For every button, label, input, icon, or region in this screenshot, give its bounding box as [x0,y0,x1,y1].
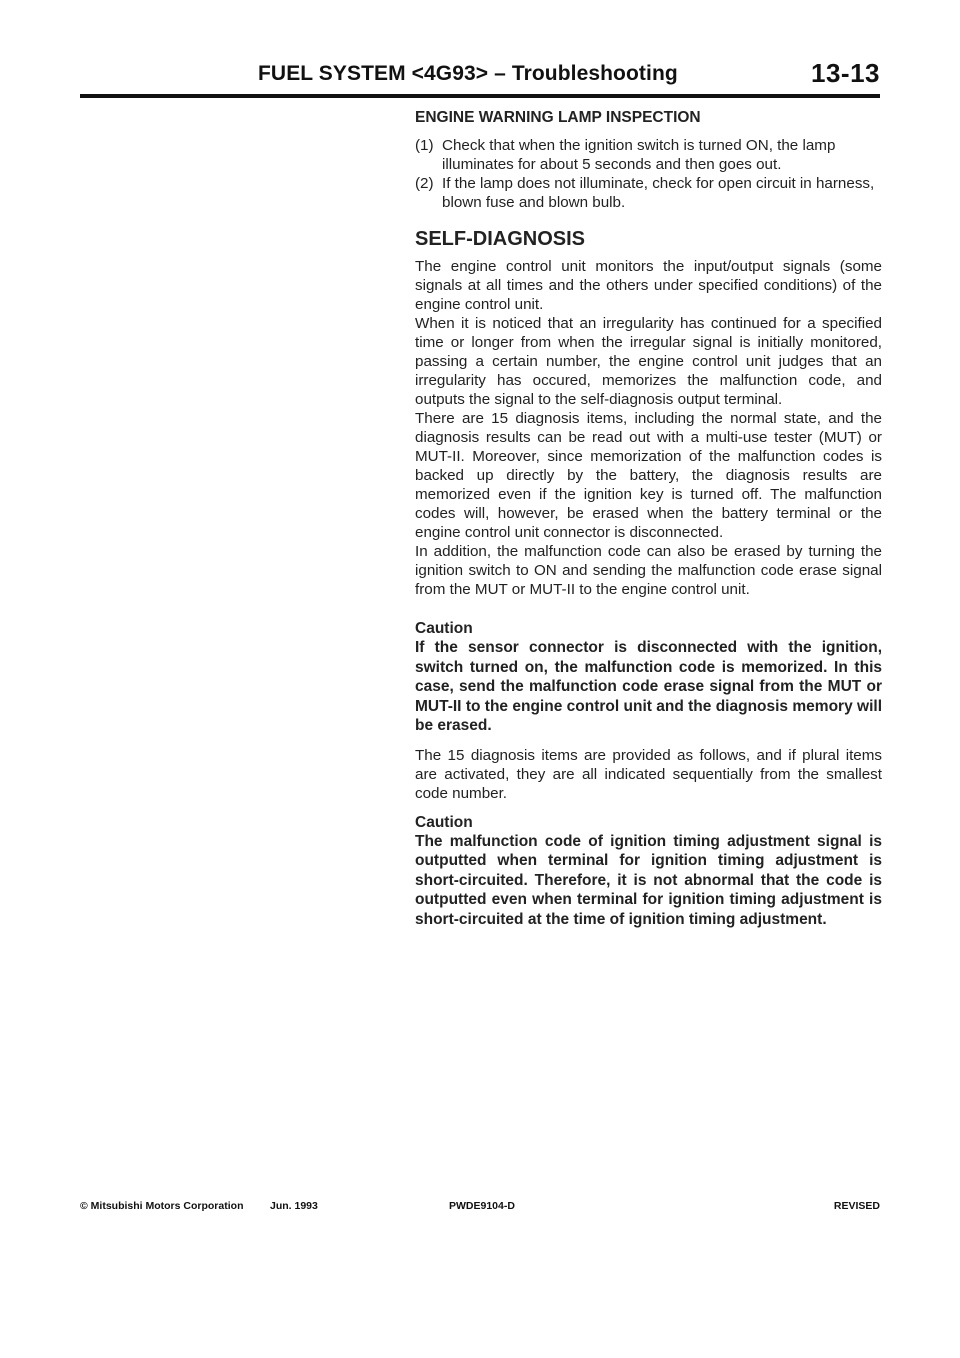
paragraph: The 15 diagnosis items are provided as follows, and if plural items are activated, they are all indicated sequentially from the smallest code number. [415,746,882,802]
section-heading-warning-lamp: ENGINE WARNING LAMP INSPECTION [415,109,701,126]
paragraph: When it is noticed that an irregularity has continued for a specified time or longer from when the irregular signal is initially monitored, passing a certain number, the engine control unit judges that an irregularity has occured, memorizes the malfunction code, and outputs the signal to the self-diagnosis output terminal. [415,315,882,408]
paragraph: The engine control unit monitors the input/output signals (some signals at all times and the others under specified conditions) of the engine control unit. [415,258,882,313]
caution-text: The malfunction code of ignition timing adjustment signal is outputted when terminal for ignition timing adjustment is short-circuited. Therefore, it is not abnormal that the code is outputted even when terminal for ignition timing adjustment is short-circuited at the time of ignition timing adjustment. [415,832,882,928]
step-item [415,136,882,174]
footer-date: Jun. 1993 [270,1200,318,1212]
page-footer [80,1200,880,1220]
page-header [80,58,880,94]
main-content [415,108,882,929]
section-heading-self-diagnosis: SELF-DIAGNOSIS [415,228,586,250]
header-title: FUEL SYSTEM <4G93> – Troubleshooting [258,62,678,85]
footer-doc-code: PWDE9104-D [449,1200,515,1212]
step-number: (1) [415,137,434,154]
caution-label: Caution [415,620,473,637]
step-number: (2) [415,175,434,192]
caution-label: Caution [415,813,473,831]
footer-copyright: © Mitsubishi Motors Corporation [80,1200,244,1212]
header-rule [80,94,880,98]
step-text: Check that when the ignition switch is turned ON, the lamp illuminates for about 5 seconds and then goes out. [442,137,836,173]
footer-status: REVISED [833,1200,880,1212]
paragraph: There are 15 diagnosis items, including the normal state, and the diagnosis results can be read out with a multi-use tester (MUT) or MUT-II. Moreover, since memorization of the malfunction codes is backed up directly by the battery, the diagnosis results are memorized even if the ignition key is turned off. The malfunction codes will, however, be erased when the battery terminal or the engine control unit connector is disconnected. [415,410,882,541]
step-item [415,174,882,212]
paragraph: In addition, the malfunction code can also be erased by turning the ignition switch to ON and sending the malfunction code erase signal from the MUT or MUT-II to the engine control unit. [415,543,882,598]
page-number: 13-13 [811,58,880,88]
caution-text: If the sensor connector is disconnected with the ignition, switch turned on, the malfunction code is memorized. In this case, send the malfunction code erase signal from the MUT or MUT-II to the engine control unit and the diagnosis memory will be erased. [415,639,882,734]
step-text: If the lamp does not illuminate, check for open circuit in harness, blown fuse and blown bulb. [442,175,875,211]
